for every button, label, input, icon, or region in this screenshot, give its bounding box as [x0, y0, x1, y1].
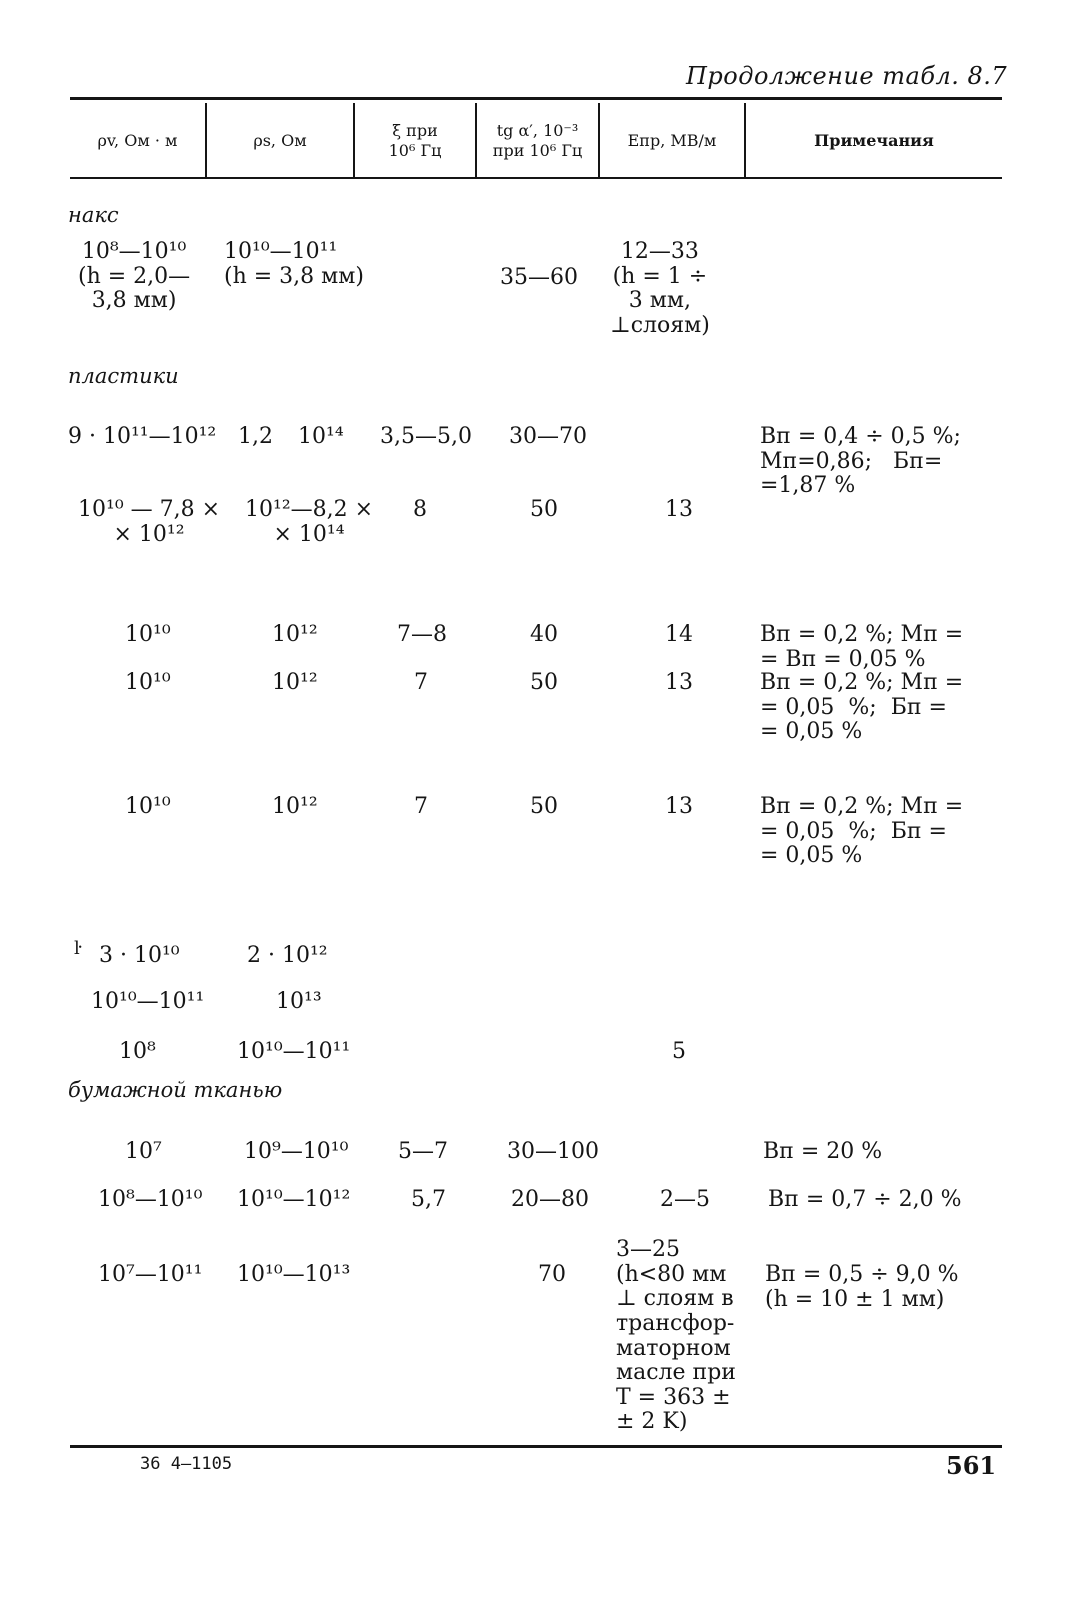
margin-mark: ŀ [74, 938, 80, 959]
cell-notes: Вп = 0,2 %; Мп = = Вп = 0,05 % [760, 622, 964, 672]
page-number: 561 [946, 1451, 997, 1480]
cell-volume-resistivity: 9 · 10¹¹—10¹² [68, 424, 217, 449]
table-bottom-rule [70, 1445, 1002, 1448]
header-bottom-rule [70, 177, 1002, 179]
cell-volume-resistivity: 10⁸—10¹⁰ (h = 2,0— 3,8 мм) [78, 239, 191, 314]
cell-surface-resistivity: 10¹² [272, 670, 318, 695]
cell-loss-tangent: 50 [530, 794, 558, 819]
cell-permittivity: 5,7 [411, 1187, 446, 1212]
cell-permittivity: 8 [413, 497, 427, 522]
cell-notes: Вп = 0,2 %; Мп = = 0,05 %; Бп = = 0,05 % [760, 794, 964, 869]
cell-volume-resistivity: 10¹⁰ [125, 794, 171, 819]
cell-notes: Вп = 20 % [763, 1139, 883, 1164]
cell-volume-resistivity: 10⁷—10¹¹ [98, 1262, 203, 1287]
cell-dielectric-strength: 14 [665, 622, 693, 647]
cell-surface-resistivity: 10⁹—10¹⁰ [244, 1139, 349, 1164]
cell-loss-tangent: 50 [530, 497, 558, 522]
section-label: накс [68, 203, 119, 227]
cell-surface-resistivity: 2 · 10¹² [247, 943, 328, 968]
cell-notes: Вп = 0,4 ÷ 0,5 %; Мп=0,86; Бп= =1,87 % [760, 424, 961, 499]
header-notes: Примечания [814, 131, 934, 150]
cell-volume-resistivity: 3 · 10¹⁰ [99, 943, 180, 968]
cell-surface-resistivity: 10¹² [272, 622, 318, 647]
header-permittivity: ξ при 10⁶ Гц [388, 121, 442, 160]
printer-signature: 36 4—1105 [140, 1454, 233, 1474]
cell-surface-resistivity: 10¹² [272, 794, 318, 819]
cell-volume-resistivity: 10⁸ [119, 1039, 156, 1064]
cell-loss-tangent: 30—100 [507, 1139, 599, 1164]
cell-loss-tangent: 30—70 [509, 424, 587, 449]
header-surface-resistivity: ρs, Ом [253, 131, 307, 150]
cell-notes: Вп = 0,5 ÷ 9,0 % (h = 10 ± 1 мм) [765, 1262, 959, 1312]
cell-surface-resistivity: 10¹³ [276, 989, 322, 1014]
cell-surface-resistivity: 1,2 [238, 424, 273, 449]
header-dielectric-strength: Eпр, МВ/м [627, 131, 717, 150]
cell-surface-resistivity: 10¹⁰—10¹¹ [237, 1039, 351, 1064]
cell-permittivity: 7 [414, 794, 428, 819]
cell-volume-resistivity: 10⁸—10¹⁰ [98, 1187, 203, 1212]
section-label: бумажной тканью [68, 1078, 283, 1102]
table-continuation-caption: Продолжение табл. 8.7 [686, 62, 1008, 90]
header-top-rule [70, 97, 1002, 100]
cell-loss-tangent: 40 [530, 622, 558, 647]
cell-volume-resistivity: 10¹⁰ [125, 622, 171, 647]
header-volume-resistivity: ρv, Ом · м [97, 131, 178, 150]
cell-loss-tangent: 50 [530, 670, 558, 695]
cell-volume-resistivity: 10¹⁰—10¹¹ [91, 989, 205, 1014]
cell-surface-resistivity: 10¹⁰—10¹¹ (h = 3,8 мм) [224, 239, 364, 289]
cell-permittivity: 7 [414, 670, 428, 695]
cell-dielectric-strength: 5 [672, 1039, 686, 1064]
cell-volume-resistivity: 10¹⁰ — 7,8 × × 10¹² [78, 497, 221, 547]
cell-volume-resistivity: 10⁷ [125, 1139, 162, 1164]
cell-dielectric-strength: 2—5 [660, 1187, 710, 1212]
cell-permittivity: 7—8 [397, 622, 447, 647]
header-loss-tangent: tg α′, 10⁻³ при 10⁶ Гц [492, 121, 583, 160]
cell-volume-resistivity: 10¹⁰ [125, 670, 171, 695]
cell-loss-tangent: 35—60 [500, 265, 578, 290]
cell-surface-resistivity: 10¹⁴ [298, 424, 344, 449]
cell-loss-tangent: 70 [538, 1262, 566, 1287]
cell-surface-resistivity: 10¹²—8,2 × × 10¹⁴ [245, 497, 374, 547]
cell-dielectric-strength: 13 [665, 670, 693, 695]
cell-surface-resistivity: 10¹⁰—10¹² [237, 1187, 351, 1212]
cell-dielectric-strength: 13 [665, 794, 693, 819]
cell-loss-tangent: 20—80 [511, 1187, 589, 1212]
cell-notes: Вп = 0,2 %; Мп = = 0,05 %; Бп = = 0,05 % [760, 670, 964, 745]
section-label: пластики [68, 364, 179, 388]
cell-permittivity: 5—7 [398, 1139, 448, 1164]
cell-notes: Вп = 0,7 ÷ 2,0 % [768, 1187, 962, 1212]
cell-dielectric-strength: 12—33 (h = 1 ÷ 3 мм, ⊥слоям) [610, 239, 710, 338]
cell-dielectric-strength: 13 [665, 497, 693, 522]
cell-surface-resistivity: 10¹⁰—10¹³ [237, 1262, 351, 1287]
cell-dielectric-strength: 3—25 (h<80 мм ⊥ слоям в трансфор- маторном масле при T = 363 ± ± 2 K) [616, 1237, 736, 1435]
cell-permittivity: 3,5—5,0 [380, 424, 472, 449]
